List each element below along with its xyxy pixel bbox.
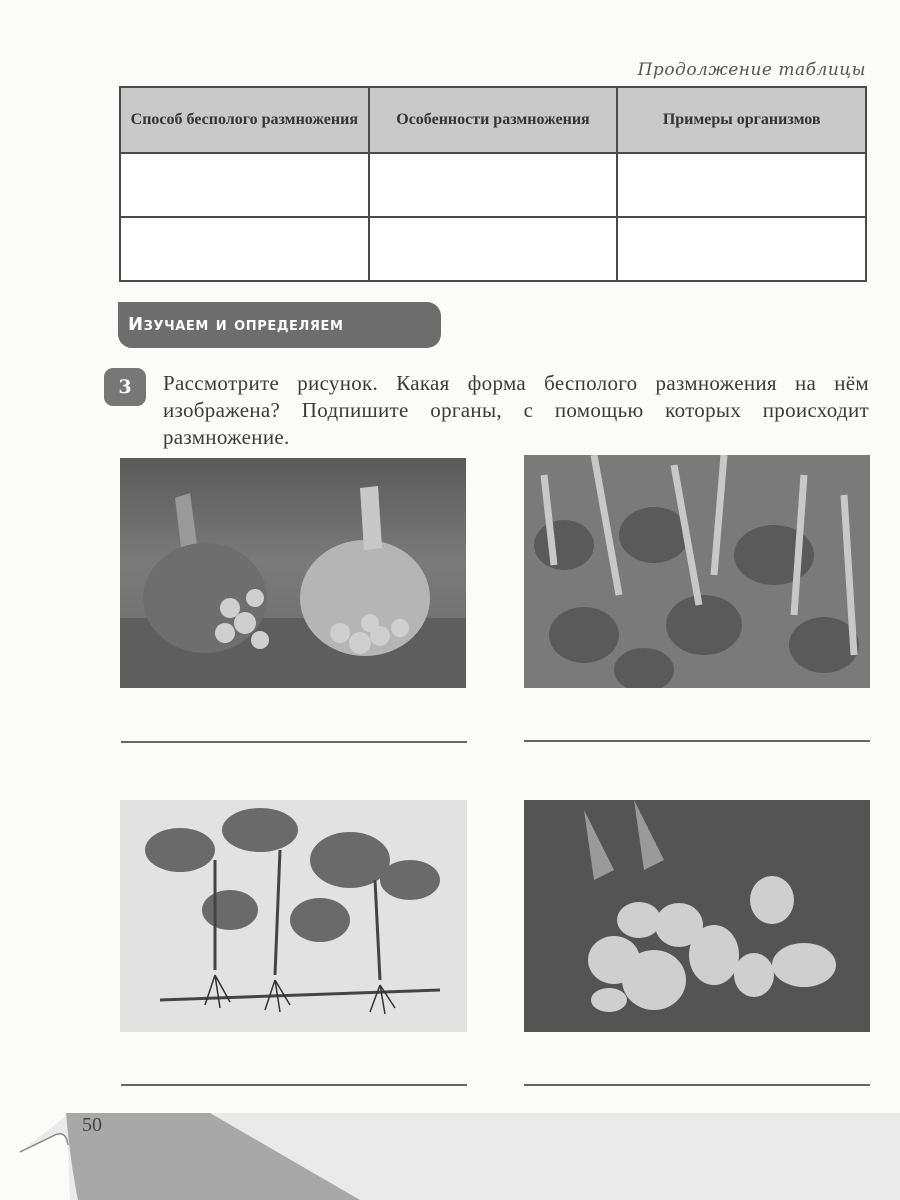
potato-tubers-illustration	[524, 800, 870, 1032]
photo-garlic-bulbs	[120, 458, 466, 688]
photo-potato-tubers	[524, 800, 870, 1032]
table-row	[120, 217, 866, 281]
photo-strawberry-runners	[120, 800, 467, 1032]
table-cell-input[interactable]	[617, 153, 866, 217]
corms-illustration	[524, 455, 870, 688]
table-cell-input[interactable]	[369, 153, 618, 217]
strawberry-runners-illustration	[120, 800, 467, 1032]
answer-line[interactable]	[121, 741, 467, 743]
header-method: Способ бесполого размножения	[120, 87, 369, 153]
answer-line[interactable]	[524, 1084, 870, 1086]
table-row	[120, 153, 866, 217]
table-cell-input[interactable]	[120, 217, 369, 281]
table-cell-input[interactable]	[617, 217, 866, 281]
reproduction-table	[119, 86, 867, 282]
header-features: Особенности размножения	[369, 87, 618, 153]
header-examples: Примеры организмов	[617, 87, 866, 153]
table-continuation-caption: Продолжение таблицы	[637, 60, 866, 80]
page-number: 50	[82, 1114, 102, 1136]
task-number-badge: 3	[104, 368, 146, 406]
garlic-bulbs-illustration	[120, 458, 466, 688]
table-cell-input[interactable]	[120, 153, 369, 217]
table-cell-input[interactable]	[369, 217, 618, 281]
page-footer-decoration	[0, 1100, 900, 1200]
answer-line[interactable]	[121, 1084, 467, 1086]
task-text: Рассмотрите рисунок. Какая форма бесполого размножения на нём изображена? Подпишите органы, с помощью которых происходит размножение.	[163, 371, 869, 449]
section-heading: Изучаем и определяем	[118, 302, 441, 348]
table-header-row	[120, 87, 866, 153]
answer-line[interactable]	[524, 740, 870, 742]
photo-corms	[524, 455, 870, 688]
